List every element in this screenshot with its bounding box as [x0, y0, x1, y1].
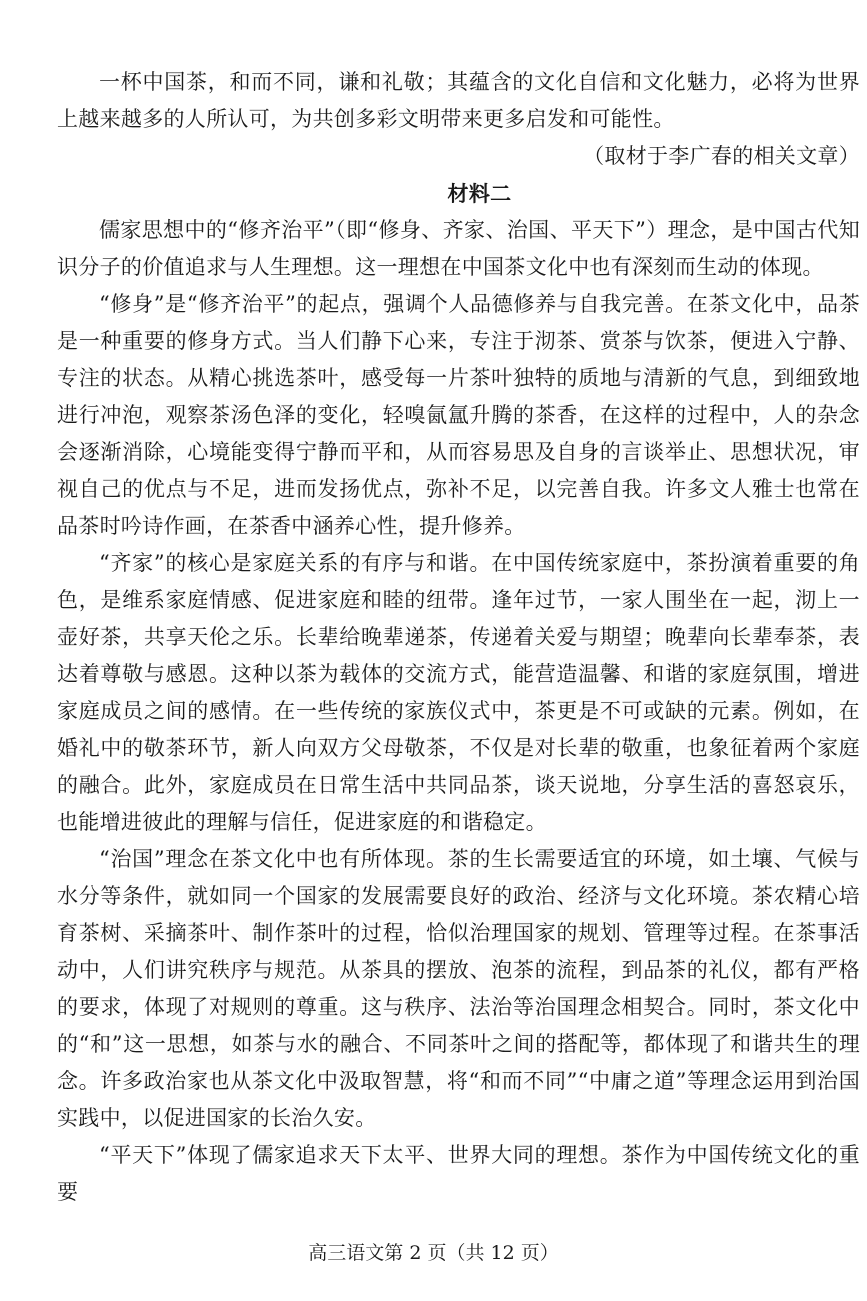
paragraph: 儒家思想中的“修齐治平”（即“修身、齐家、治国、平天下”）理念，是中国古代知识分子的价值追求与人生理想。这一理想在中国茶文化中也有深刻而生动的体现。 — [57, 218, 860, 279]
section-title: 材料二 — [447, 181, 512, 206]
paragraph-zhiguo: “治国”理念在茶文化中也有所体现。茶的生长需要适宜的环境，如土壤、气候与水分等条件，就如同一个国家的发展需要良好的政治、经济与文化环境。茶农精心培育茶树、采摘茶叶、制作茶叶的过程，恰似治理国家的规划、管理等过程。在茶事活动中，人们讲究秩序与规范。从茶具的摆放、泡茶的流程，到品茶的礼仪，都有严格的要求，体现了对规则的尊重。这与秩序、法治等治国理念相契合。同时，茶文化中的“和”这一思想，如茶与水的融合、不同茶叶之间的搭配等，都体现了和谐共生的理念。许多政治家也从茶文化中汲取智慧，将“和而不同”“中庸之道”等理念运用到治国实践中，以促进国家的长治久安。 — [57, 847, 860, 1130]
page-footer: 高三语文第 2 页（共 12 页） — [308, 1242, 559, 1264]
paragraph-pingtianxia: “平天下”体现了儒家追求天下太平、世界大同的理想。茶作为中国传统文化的重要 — [57, 1143, 860, 1204]
paragraph-intro: 一杯中国茶，和而不同，谦和礼敬；其蕴含的文化自信和文化魅力，必将为世界上越来越多的人所认可，为共创多彩文明带来更多启发和可能性。 — [57, 70, 860, 131]
paragraph-xiushen: “修身”是“修齐治平”的起点，强调个人品德修养与自我完善。在茶文化中，品茶是一种重要的修身方式。当人们静下心来，专注于沏茶、赏茶与饮茶，便进入宁静、专注的状态。从精心挑选茶叶，感受每一片茶叶独特的质地与清新的气息，到细致地进行冲泡，观察茶汤色泽的变化，轻嗅氤氲升腾的茶香，在这样的过程中，人的杂念会逐渐消除，心境能变得宁静而平和，从而容易思及自身的言谈举止、思想状况，审视自己的优点与不足，进而发扬优点，弥补不足，以完善自我。许多文人雅士也常在品茶时吟诗作画，在茶香中涵养心性，提升修养。 — [57, 292, 860, 538]
paragraph-qijia: “齐家”的核心是家庭关系的有序与和谐。在中国传统家庭中，茶扮演着重要的角色，是维系家庭情感、促进家庭和睦的纽带。逢年过节，一家人围坐在一起，沏上一壶好茶，共享天伦之乐。长辈给晚辈递茶，传递着关爱与期望；晚辈向长辈奉茶，表达着尊敬与感恩。这种以茶为载体的交流方式，能营造温馨、和谐的家庭氛围，增进家庭成员之间的感情。在一些传统的家族仪式中，茶更是不可或缺的元素。例如，在婚礼中的敬茶环节，新人向双方父母敬茶，不仅是对长辈的敬重，也象征着两个家庭的融合。此外，家庭成员在日常生活中共同品茶，谈天说地，分享生活的喜怒哀乐，也能增进彼此的理解与信任，促进家庭的和谐稳定。 — [57, 551, 860, 834]
source-citation: （取材于李广春的相关文章） — [583, 144, 860, 168]
